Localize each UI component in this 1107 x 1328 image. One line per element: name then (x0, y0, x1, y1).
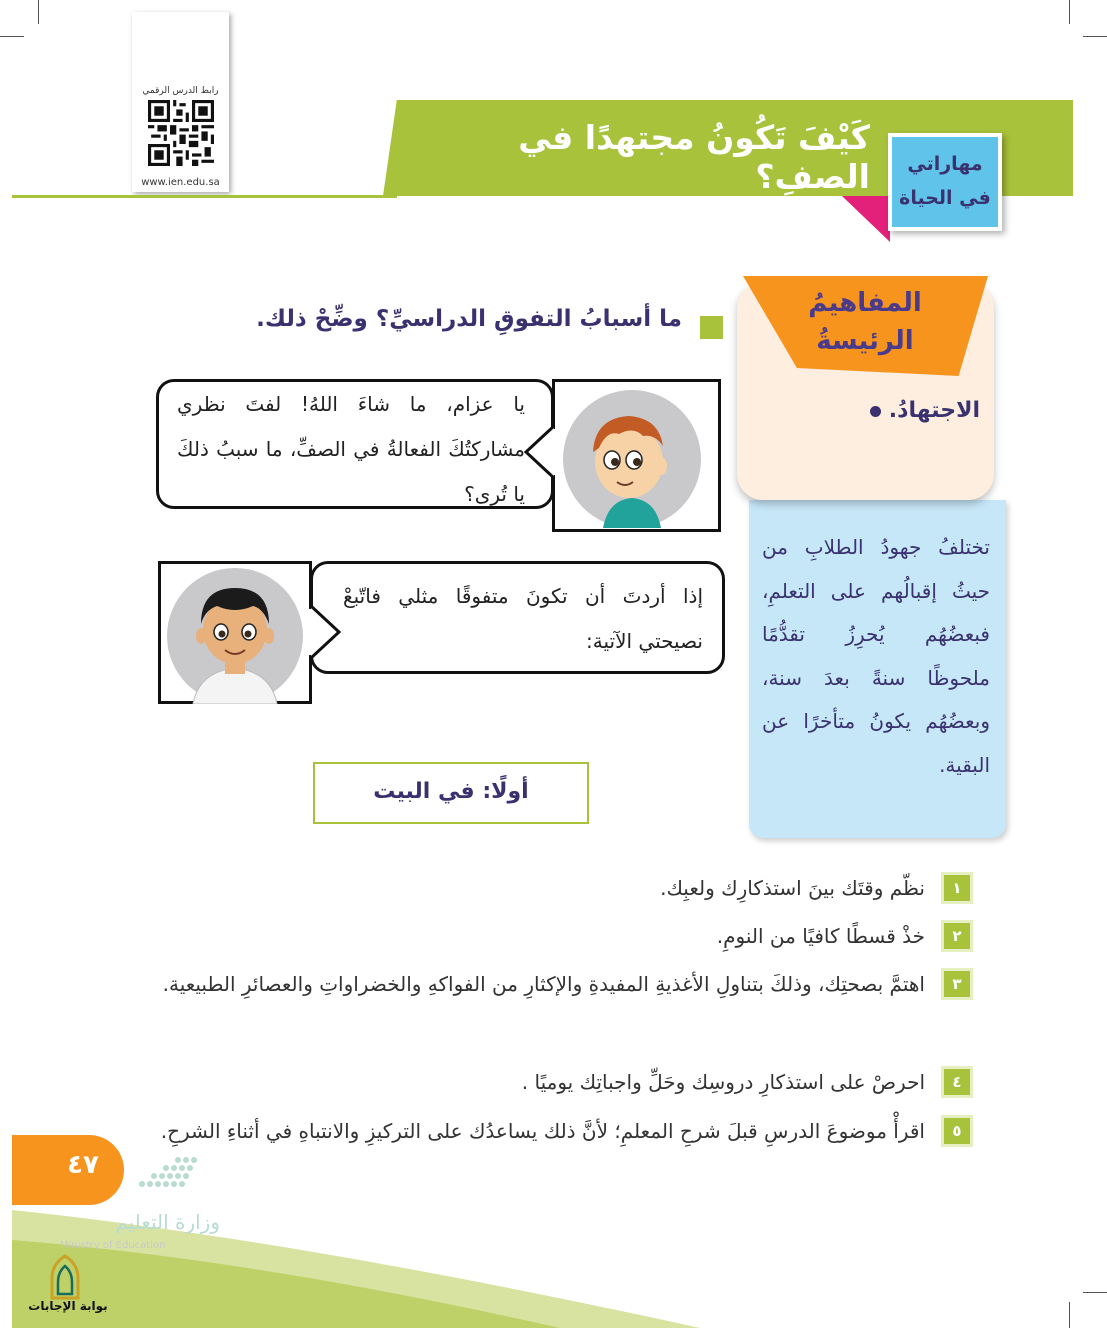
speech-1-text: يا عزام، ما شاءَ اللهُ! لفتَ نظري مشاركتُكَ الفعالةُ في الصفِّ، ما سببُ ذلكَ يا تُرى؟ (177, 392, 525, 506)
section-badge-line1: مهاراتي (907, 153, 983, 175)
ministry-logo-icon (120, 1152, 200, 1198)
tip-number-5: ٥ (941, 1115, 973, 1147)
tip-number-2: ٢ (941, 920, 973, 952)
info-text: تختلفُ جهودُ الطلابِ من حيثُ إقبالُهم على التعلمِ، فبعضُهُم يُحرِزُ تقدُّمًا ملحوظًا سنةً بعدَ سنة، وبعضُهُم يكونُ متأخرًا عن البقية. (762, 535, 990, 777)
speech-bubble-2 (310, 561, 725, 674)
tip-number-1: ١ (941, 872, 973, 904)
tip-text-5: اقرأْ موضوعَ الدرسِ قبلَ شرحِ المعلمِ؛ لأنَّ ذلك يساعدُك على التركيزِ والانتباهِ في أثناءِ الشرحِ. (160, 1119, 925, 1143)
answers-portal-label: بوابة الإجابات (28, 1299, 108, 1313)
qr-code-icon[interactable] (148, 100, 214, 166)
crop-mark (0, 36, 24, 37)
crop-mark (1069, 0, 1070, 24)
avatar-frame-boy-1 (552, 379, 721, 532)
tip-number-3: ٣ (941, 968, 973, 1000)
tip-text-1: نظّم وقتَك بينَ استذكارِك ولعبِك. (660, 876, 925, 900)
crop-mark (1083, 36, 1107, 37)
page-number: ٤٧ (67, 1150, 99, 1180)
section-home-heading: أولًا: في البيت (313, 762, 589, 824)
concepts-title (790, 284, 940, 360)
qr-url[interactable]: www.ien.edu.sa (141, 177, 220, 188)
question-bullet-icon (700, 316, 723, 339)
speech-bubble-1-tail (522, 424, 556, 480)
ministry-name-en: Ministry of Education (60, 1240, 166, 1251)
qr-label: رابط الدرس الرقمي (142, 86, 219, 96)
boy-avatar-icon-2 (167, 568, 303, 704)
speech-bubble-2-tail (309, 604, 343, 660)
concept-item (790, 398, 980, 423)
page-title: كَيْفَ تَكُونُ مجتهدًا في الصفِ؟ (518, 118, 870, 196)
avatar-frame-boy-2 (158, 561, 312, 704)
speech-bubble-1 (156, 379, 554, 509)
speech-2-text: إذا أردتَ أن تكونَ متفوقًا مثلي فاتّبعْ نصيحتي الآتية: (343, 584, 703, 653)
concepts-title-line1: المفاهيمُ (808, 288, 922, 318)
tip-number-4: ٤ (941, 1066, 973, 1098)
section-badge (892, 137, 998, 227)
tip-text-2: خذْ قسطًا كافيًا من النومِ. (716, 924, 925, 948)
tip-text-3: اهتمَّ بصحتِك، وذلكَ بتناولِ الأغذيةِ المفيدةِ والإكثارِ من الفواكهِ والخضراواتِ والعصائرِ الطبيعية. (162, 972, 925, 996)
crop-mark (38, 0, 39, 24)
bullet-icon (870, 406, 881, 417)
boy-avatar-icon (563, 390, 701, 528)
qr-card[interactable] (132, 12, 229, 192)
answers-portal-logo-icon (44, 1254, 86, 1300)
concepts-title-line2: الرئيسةُ (816, 326, 914, 356)
section-badge-line2: في الحياة (899, 187, 991, 209)
tip-text-4: احرصْ على استذكارِ دروسِك وحَلِّ واجباتِك يوميًا . (521, 1070, 925, 1094)
concept-item-label: الاجتهادُ. (888, 398, 980, 423)
ministry-name-ar: وزارة التعليم (115, 1210, 220, 1234)
magenta-corner-tab (842, 196, 890, 242)
question-text: ما أسبابُ التفوقِ الدراسيِّ؟ وضِّحْ ذلك. (256, 306, 682, 332)
header-divider (12, 195, 397, 198)
